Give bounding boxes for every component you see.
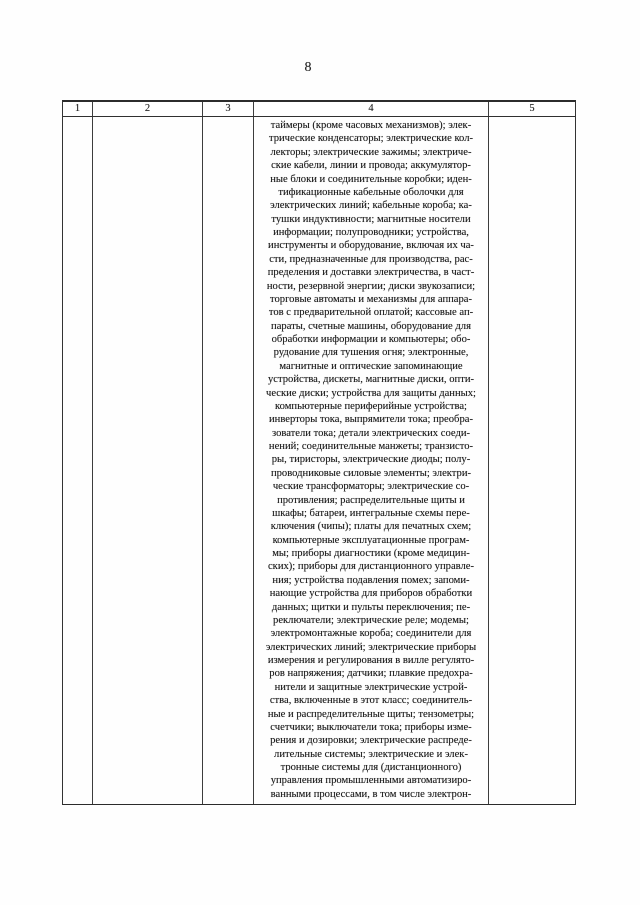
- text-line: компьютерные периферийные устройства;: [275, 400, 467, 412]
- text-line: счетчики; выключатели тока; приборы изме-: [270, 721, 472, 733]
- text-line: информации; полупроводники; устройства,: [273, 227, 469, 238]
- text-line: зователи тока; детали электрических соеди-: [271, 427, 471, 439]
- text-line: тов с предварительной оплатой; кассовые ап-: [268, 307, 474, 319]
- column-header-3: 3: [203, 102, 254, 116]
- text-line: трические конденсаторы; электрические кол-: [268, 133, 474, 145]
- column-header-2: 2: [93, 102, 203, 116]
- cell-col5: [489, 117, 575, 804]
- text-line: рения и дозировки; электрические распреде-: [270, 735, 472, 747]
- text-line: ные блоки и соединительные коробки; иден-: [270, 173, 472, 185]
- text-line: ров напряжения; датчики; плавкие предохра-: [269, 668, 473, 680]
- text-line: ния; устройства подавления помех; запоми-: [272, 574, 470, 586]
- text-line: мы; приборы диагностики (кроме медицин-: [272, 548, 470, 559]
- text-line: лительные системы; электрические и элек-: [274, 748, 468, 760]
- column-header-1: 1: [63, 102, 93, 116]
- text-line: электрических линий; кабельные короба; ка-: [270, 200, 472, 212]
- text-line: ные и распределительные щиты; тензометры;: [267, 708, 475, 720]
- text-line: ства, включенные в этот класс; соединитель-: [269, 695, 473, 707]
- text-line: инструменты и оборудование, включая их ча-: [268, 240, 474, 252]
- text-line: ских); приборы для дистанционного управле-: [267, 561, 475, 573]
- text-line: нители и защитные электрические устрой-: [274, 681, 468, 693]
- text-line: торговые автоматы и механизмы для аппара-: [269, 293, 473, 305]
- text-line: таймеры (кроме часовых механизмов); элек-: [270, 120, 472, 131]
- text-line: реключатели; электрические реле; модемы;: [273, 614, 469, 626]
- cell-col1: [63, 117, 93, 804]
- text-line: электрических линий; электрические приборы: [265, 641, 477, 653]
- text-line: ские кабели, линии и провода; аккумулятор-: [271, 160, 471, 172]
- text-line: тификационные кабельные оболочки для: [278, 186, 464, 198]
- text-line: пределения и доставки электричества, в част-: [267, 267, 475, 279]
- column-header-5: 5: [529, 103, 535, 114]
- text-line: ческие диски; устройства для защиты данных;: [266, 387, 476, 399]
- text-line: сти, предназначенные для производства, рас-: [269, 253, 473, 265]
- text-line: ческие трансформаторы; электрические со-: [272, 481, 470, 493]
- text-line: противления; распределительные щиты и: [277, 494, 465, 506]
- text-line: тронные системы для (дистанционного): [280, 762, 462, 773]
- table-header-row: [63, 102, 575, 117]
- text-line: измерения и регулирования в вилле регулято-: [267, 655, 475, 666]
- text-line: нений; соединительные манжеты; транзисто-: [268, 441, 474, 452]
- text-line: устройства, дискеты, магнитные диски, опти-: [267, 374, 475, 386]
- table-body-row: [63, 117, 575, 804]
- text-line: параты, счетные машины, оборудование для: [271, 320, 471, 332]
- text-line: нающие устройства для приборов обработки: [269, 588, 473, 600]
- text-line: электромонтажные короба; соединители для: [270, 628, 472, 640]
- page-number: 8: [304, 60, 312, 75]
- text-line: проводниковые силовые элементы; электри-: [270, 467, 472, 479]
- text-line: лекторы; электрические зажимы; электриче-: [270, 146, 472, 158]
- text-line: управления промышленными автоматизиро-: [270, 775, 472, 787]
- text-line: ности, резервной энергии; диски звукозаписи;: [266, 280, 476, 292]
- text-line: шкафы; батареи, интегральные схемы пере-: [272, 507, 470, 519]
- text-line: ванными процессами, в том числе электрон-: [270, 788, 472, 800]
- text-line: обработки информации и компьютеры; обо-: [271, 334, 471, 345]
- classification-table: [62, 100, 576, 805]
- text-line: данных; щитки и пульты переключения; пе-: [271, 601, 471, 613]
- text-line: ры, тиристоры, электрические диоды; полу-: [271, 454, 471, 466]
- text-line: ключения (чипы); платы для печатных схем;: [270, 521, 472, 533]
- text-line: инверторы тока, выпрямители тока; преобра-: [269, 414, 473, 426]
- cell-col4-goods-list: [254, 117, 489, 804]
- text-line: компьютерные эксплуатационные програм-: [272, 534, 470, 546]
- text-line: магнитные и оптические запоминающие: [279, 360, 463, 372]
- cell-col2: [93, 117, 203, 804]
- cell-col3: [203, 117, 254, 804]
- text-line: рудование для тушения огня; электронные,: [273, 347, 469, 359]
- column-header-4: 4: [254, 102, 489, 116]
- text-line: тушки индуктивности; магнитные носители: [271, 213, 471, 225]
